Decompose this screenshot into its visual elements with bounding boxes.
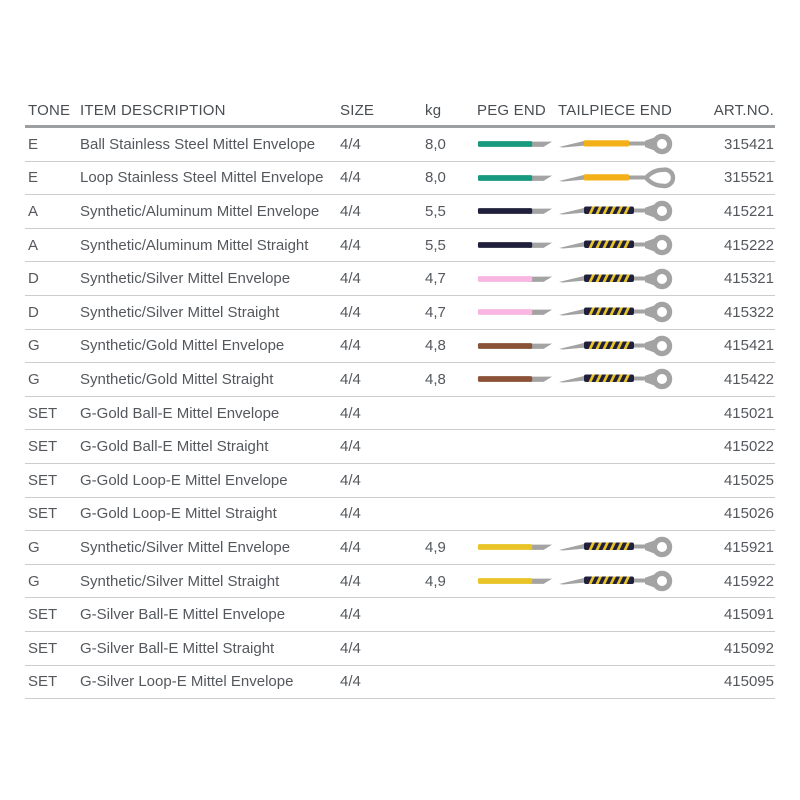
peg-end-cell xyxy=(467,305,555,319)
kg-cell: 5,5 xyxy=(425,236,446,254)
tailpiece-end-cell xyxy=(555,197,700,225)
tone-cell: G xyxy=(28,370,40,388)
table-row xyxy=(25,531,775,565)
peg-end-string-graphic xyxy=(477,540,555,554)
size-cell: 4/4 xyxy=(340,337,361,355)
description-cell: G-Gold Ball-E Mittel Straight xyxy=(80,438,269,456)
kg-cell: 5,5 xyxy=(425,202,446,220)
table-row xyxy=(25,162,775,196)
tone-cell: D xyxy=(28,303,39,321)
column-header-peg-end: PEG END xyxy=(477,102,546,119)
kg-cell: 4,8 xyxy=(425,337,446,355)
artno-cell: 415222 xyxy=(723,236,774,254)
description-cell: Synthetic/Silver Mittel Straight xyxy=(80,572,280,590)
size-cell: 4/4 xyxy=(340,169,361,187)
tone-cell: E xyxy=(28,169,39,187)
table-row xyxy=(25,498,775,532)
column-header-size: SIZE xyxy=(340,102,375,119)
table-row xyxy=(25,330,775,364)
description-cell: G-Silver Ball-E Mittel Envelope xyxy=(80,606,286,624)
artno-cell: 415421 xyxy=(723,337,774,355)
size-cell: 4/4 xyxy=(340,303,361,321)
tone-cell: G xyxy=(28,538,40,556)
kg-cell: 4,8 xyxy=(425,370,446,388)
peg-end-string-graphic xyxy=(477,372,555,386)
description-cell: Synthetic/Silver Mittel Envelope xyxy=(80,270,291,288)
peg-end-cell xyxy=(467,272,555,286)
description-cell: Synthetic/Gold Mittel Straight xyxy=(80,370,274,388)
description-cell: Synthetic/Silver Mittel Envelope xyxy=(80,538,291,556)
column-header-artno: ART.NO. xyxy=(713,102,774,119)
tailpiece-end-cell xyxy=(555,164,700,192)
peg-end-string-graphic xyxy=(477,137,555,151)
description-cell: Loop Stainless Steel Mittel Envelope xyxy=(80,169,324,187)
kg-cell: 4,7 xyxy=(425,270,446,288)
kg-cell: 8,0 xyxy=(425,169,446,187)
artno-cell: 415921 xyxy=(723,538,774,556)
peg-end-cell xyxy=(467,574,555,588)
description-cell: G-Gold Loop-E Mittel Envelope xyxy=(80,471,288,489)
size-cell: 4/4 xyxy=(340,404,361,422)
table-header-row xyxy=(25,96,775,128)
tailpiece-end-cell xyxy=(555,567,700,595)
size-cell: 4/4 xyxy=(340,370,361,388)
tone-cell: SET xyxy=(28,404,58,422)
tailpiece-end-cell xyxy=(555,533,700,561)
tone-cell: SET xyxy=(28,606,58,624)
tone-cell: A xyxy=(28,236,39,254)
size-cell: 4/4 xyxy=(340,572,361,590)
kg-cell: 4,9 xyxy=(425,538,446,556)
strings-table xyxy=(25,96,775,699)
artno-cell: 415026 xyxy=(723,505,774,523)
tailpiece-end-cell xyxy=(555,298,700,326)
kg-cell: 4,7 xyxy=(425,303,446,321)
tone-cell: E xyxy=(28,135,39,153)
tailpiece-striped-ball-graphic xyxy=(558,365,678,393)
size-cell: 4/4 xyxy=(340,538,361,556)
tone-cell: G xyxy=(28,572,40,590)
tailpiece-end-cell xyxy=(555,265,700,293)
tone-cell: G xyxy=(28,337,40,355)
column-header-kg: kg xyxy=(425,102,442,119)
column-header-tone: TONE xyxy=(28,102,71,119)
artno-cell: 315521 xyxy=(723,169,774,187)
table-row xyxy=(25,128,775,162)
tailpiece-end-cell xyxy=(555,365,700,393)
peg-end-string-graphic xyxy=(477,305,555,319)
artno-cell: 415095 xyxy=(723,673,774,691)
tailpiece-striped-ball-graphic xyxy=(558,567,678,595)
table-row xyxy=(25,397,775,431)
kg-cell: 8,0 xyxy=(425,135,446,153)
tailpiece-end-cell xyxy=(555,231,700,259)
size-cell: 4/4 xyxy=(340,639,361,657)
size-cell: 4/4 xyxy=(340,673,361,691)
tone-cell: SET xyxy=(28,639,58,657)
peg-end-cell xyxy=(467,540,555,554)
description-cell: Synthetic/Aluminum Mittel Straight xyxy=(80,236,309,254)
table-row xyxy=(25,262,775,296)
size-cell: 4/4 xyxy=(340,438,361,456)
tailpiece-striped-ball-graphic xyxy=(558,265,678,293)
tailpiece-end-cell xyxy=(555,130,700,158)
artno-cell: 415022 xyxy=(723,438,774,456)
description-cell: Synthetic/Aluminum Mittel Envelope xyxy=(80,202,320,220)
peg-end-string-graphic xyxy=(477,238,555,252)
size-cell: 4/4 xyxy=(340,471,361,489)
column-header-item-description: ITEM DESCRIPTION xyxy=(80,102,226,119)
tailpiece-striped-ball-graphic xyxy=(558,231,678,259)
column-header-tailpiece-end: TAILPIECE END xyxy=(558,102,673,119)
artno-cell: 415321 xyxy=(723,270,774,288)
tone-cell: SET xyxy=(28,505,58,523)
tailpiece-yellow-loop-graphic xyxy=(558,164,678,192)
tone-cell: SET xyxy=(28,438,58,456)
tailpiece-striped-ball-graphic xyxy=(558,533,678,561)
table-row xyxy=(25,229,775,263)
size-cell: 4/4 xyxy=(340,606,361,624)
peg-end-cell xyxy=(467,372,555,386)
size-cell: 4/4 xyxy=(340,270,361,288)
peg-end-cell xyxy=(467,238,555,252)
artno-cell: 415322 xyxy=(723,303,774,321)
description-cell: G-Silver Loop-E Mittel Envelope xyxy=(80,673,294,691)
table-body xyxy=(25,128,775,699)
table-row xyxy=(25,632,775,666)
table-row xyxy=(25,195,775,229)
peg-end-string-graphic xyxy=(477,339,555,353)
peg-end-cell xyxy=(467,339,555,353)
peg-end-cell xyxy=(467,137,555,151)
size-cell: 4/4 xyxy=(340,135,361,153)
artno-cell: 415021 xyxy=(723,404,774,422)
size-cell: 4/4 xyxy=(340,505,361,523)
artno-cell: 415025 xyxy=(723,471,774,489)
tone-cell: SET xyxy=(28,673,58,691)
description-cell: Synthetic/Gold Mittel Envelope xyxy=(80,337,285,355)
table-row xyxy=(25,296,775,330)
peg-end-string-graphic xyxy=(477,272,555,286)
table-row xyxy=(25,363,775,397)
description-cell: G-Gold Ball-E Mittel Envelope xyxy=(80,404,280,422)
table-row xyxy=(25,464,775,498)
tailpiece-striped-ball-graphic xyxy=(558,332,678,360)
kg-cell: 4,9 xyxy=(425,572,446,590)
artno-cell: 315421 xyxy=(723,135,774,153)
artno-cell: 415422 xyxy=(723,370,774,388)
description-cell: G-Silver Ball-E Mittel Straight xyxy=(80,639,275,657)
artno-cell: 415922 xyxy=(723,572,774,590)
artno-cell: 415091 xyxy=(723,606,774,624)
peg-end-cell xyxy=(467,204,555,218)
size-cell: 4/4 xyxy=(340,236,361,254)
description-cell: G-Gold Loop-E Mittel Straight xyxy=(80,505,277,523)
peg-end-string-graphic xyxy=(477,204,555,218)
peg-end-cell xyxy=(467,171,555,185)
description-cell: Ball Stainless Steel Mittel Envelope xyxy=(80,135,316,153)
tone-cell: A xyxy=(28,202,39,220)
tone-cell: D xyxy=(28,270,39,288)
table-row xyxy=(25,565,775,599)
size-cell: 4/4 xyxy=(340,202,361,220)
tailpiece-end-cell xyxy=(555,332,700,360)
description-cell: Synthetic/Silver Mittel Straight xyxy=(80,303,280,321)
table-row xyxy=(25,666,775,700)
tailpiece-yellow-ball-graphic xyxy=(558,130,678,158)
artno-cell: 415221 xyxy=(723,202,774,220)
artno-cell: 415092 xyxy=(723,639,774,657)
peg-end-string-graphic xyxy=(477,171,555,185)
tone-cell: SET xyxy=(28,471,58,489)
table-row xyxy=(25,598,775,632)
tailpiece-striped-ball-graphic xyxy=(558,197,678,225)
tailpiece-striped-ball-graphic xyxy=(558,298,678,326)
table-row xyxy=(25,430,775,464)
peg-end-string-graphic xyxy=(477,574,555,588)
